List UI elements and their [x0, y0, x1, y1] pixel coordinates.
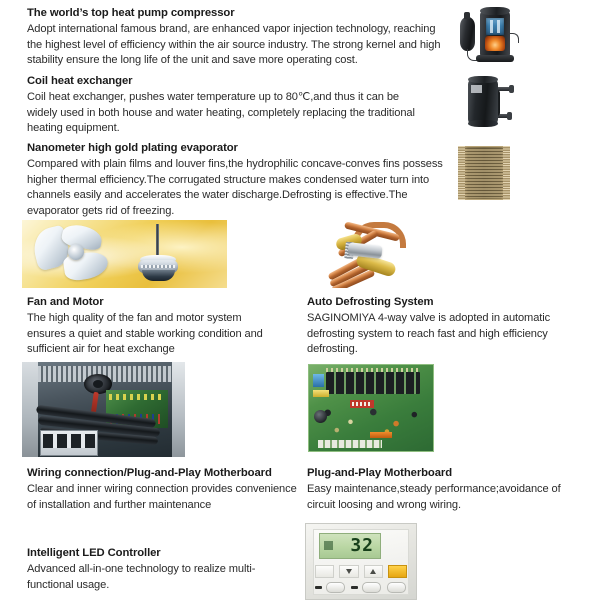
compression-chamber-cutaway-shape — [485, 36, 505, 51]
fan-blade-and-motor-image — [22, 220, 227, 288]
orange-component-shape — [370, 432, 392, 438]
section-coil-heat-exchanger-body: Coil heat exchanger, pushes water temperature up to 80℃,and thus it can be widely used in both house and water heating, completely replacing the traditional heating equipment. — [27, 91, 415, 135]
section-evaporator-heading: Nanometer high gold plating evaporator — [27, 142, 238, 154]
contactor-block-shape — [40, 430, 98, 456]
timer-icon[interactable] — [388, 565, 407, 578]
section-coil-heat-exchanger — [27, 74, 432, 137]
discharge-port-shape — [508, 33, 519, 43]
section-plug-and-play-motherboard-heading: Plug-and-Play Motherboard — [307, 467, 452, 479]
section-evaporator-body: Compared with plain films and louver fins,the hydrophilic concave-conves fins possess higher thermal efficiency.The corrugated structure makes condensed water turn into channels easily and accelerates the water discharge.Defrosting is effective.The evaporator gets rid of freezing. — [27, 158, 443, 217]
section-auto-defrosting-body: SAGINOMIYA 4-way valve is adopted in automatic defrosting system to reach fast and high efficiency defrosting. — [307, 312, 551, 356]
copper-four-way-valve-image — [322, 218, 414, 288]
capacitor-shape — [314, 410, 327, 423]
section-fan-and-motor-heading: Fan and Motor — [27, 296, 104, 308]
section-evaporator — [27, 141, 447, 219]
section-fan-and-motor-body: The high quality of the fan and motor system ensures a quiet and stable working condition and sufficient air for heat exchange — [27, 312, 263, 356]
section-auto-defrosting — [307, 295, 582, 358]
motor-shaft-shape — [156, 224, 159, 258]
gold-plated-fin-coil-image — [458, 146, 510, 200]
accumulator-shape — [460, 17, 475, 51]
section-plug-and-play-motherboard-body: Easy maintenance,steady performance;avoidance of circuit loosing and wrong wiring. — [307, 483, 561, 511]
yellow-component-shape — [313, 390, 329, 397]
section-led-controller-body: Advanced all-in-one technology to realize multi-functional usage. — [27, 563, 256, 591]
heat-pump-compressor-cutaway-image — [458, 7, 520, 64]
section-compressor — [27, 6, 447, 69]
clock-button[interactable] — [387, 582, 406, 593]
fan-icon[interactable] — [339, 565, 358, 578]
display-temperature-value: 32 — [350, 535, 374, 556]
compressor-cap-shape — [480, 7, 510, 15]
corrugated-fins-shape — [465, 148, 503, 198]
controller-icon-row — [315, 565, 407, 578]
bottom-connector-shape — [318, 440, 382, 448]
accumulator-top-shape — [464, 12, 470, 19]
section-auto-defrosting-heading: Auto Defrosting System — [307, 296, 434, 308]
internal-wiring-photo-image — [22, 362, 185, 457]
section-led-controller — [27, 546, 287, 593]
green-control-pcb-image — [308, 364, 434, 452]
relay-row-shape — [326, 372, 420, 394]
section-wiring-connection-body: Clear and inner wiring connection provides convenience of installation and further maintenance — [27, 483, 297, 511]
right-panel-shape — [172, 362, 185, 457]
blue-terminal-shape — [313, 374, 324, 387]
power-indicator-lamp — [315, 586, 322, 589]
scroll-top-dome-shape — [468, 76, 498, 83]
section-fan-and-motor — [27, 295, 282, 358]
section-led-controller-heading: Intelligent LED Controller — [27, 547, 161, 559]
section-plug-and-play-motherboard — [307, 466, 582, 513]
led-wall-controller-image — [305, 523, 417, 600]
set-button[interactable] — [362, 582, 381, 593]
section-wiring-connection — [27, 466, 302, 513]
compressor-base-shape — [476, 55, 514, 62]
motor-stator-cutaway-shape — [486, 18, 504, 35]
controller-button-row — [315, 581, 407, 593]
fan-hub-shape — [68, 244, 84, 260]
led-display-screen — [319, 533, 381, 559]
mode-icon[interactable] — [315, 565, 334, 578]
nameplate-label-shape — [471, 85, 482, 93]
section-wiring-connection-heading: Wiring connection/Plug-and-Play Motherboard — [27, 467, 272, 479]
scroll-compressor-image — [460, 76, 518, 128]
on-off-button[interactable] — [326, 582, 345, 593]
section-coil-heat-exchanger-heading: Coil heat exchanger — [27, 75, 133, 87]
coil-right-edge-shape — [503, 146, 510, 200]
dip-switch-shape — [350, 400, 374, 408]
section-compressor-body: Adopt international famous brand, are enhanced vapor injection technology, reaching the highest level of efficiency within the air source industry. The strong kernel and high stability ensure the long life of the unit and save more operating cost. — [27, 23, 441, 67]
scroll-bottom-shape — [468, 120, 498, 127]
section-compressor-heading: The world’s top heat pump compressor — [27, 7, 235, 19]
display-mode-indicator-icon — [324, 541, 333, 550]
coil-left-edge-shape — [458, 146, 465, 200]
up-arrow-icon[interactable] — [364, 565, 383, 578]
status-indicator-lamp — [351, 586, 358, 589]
